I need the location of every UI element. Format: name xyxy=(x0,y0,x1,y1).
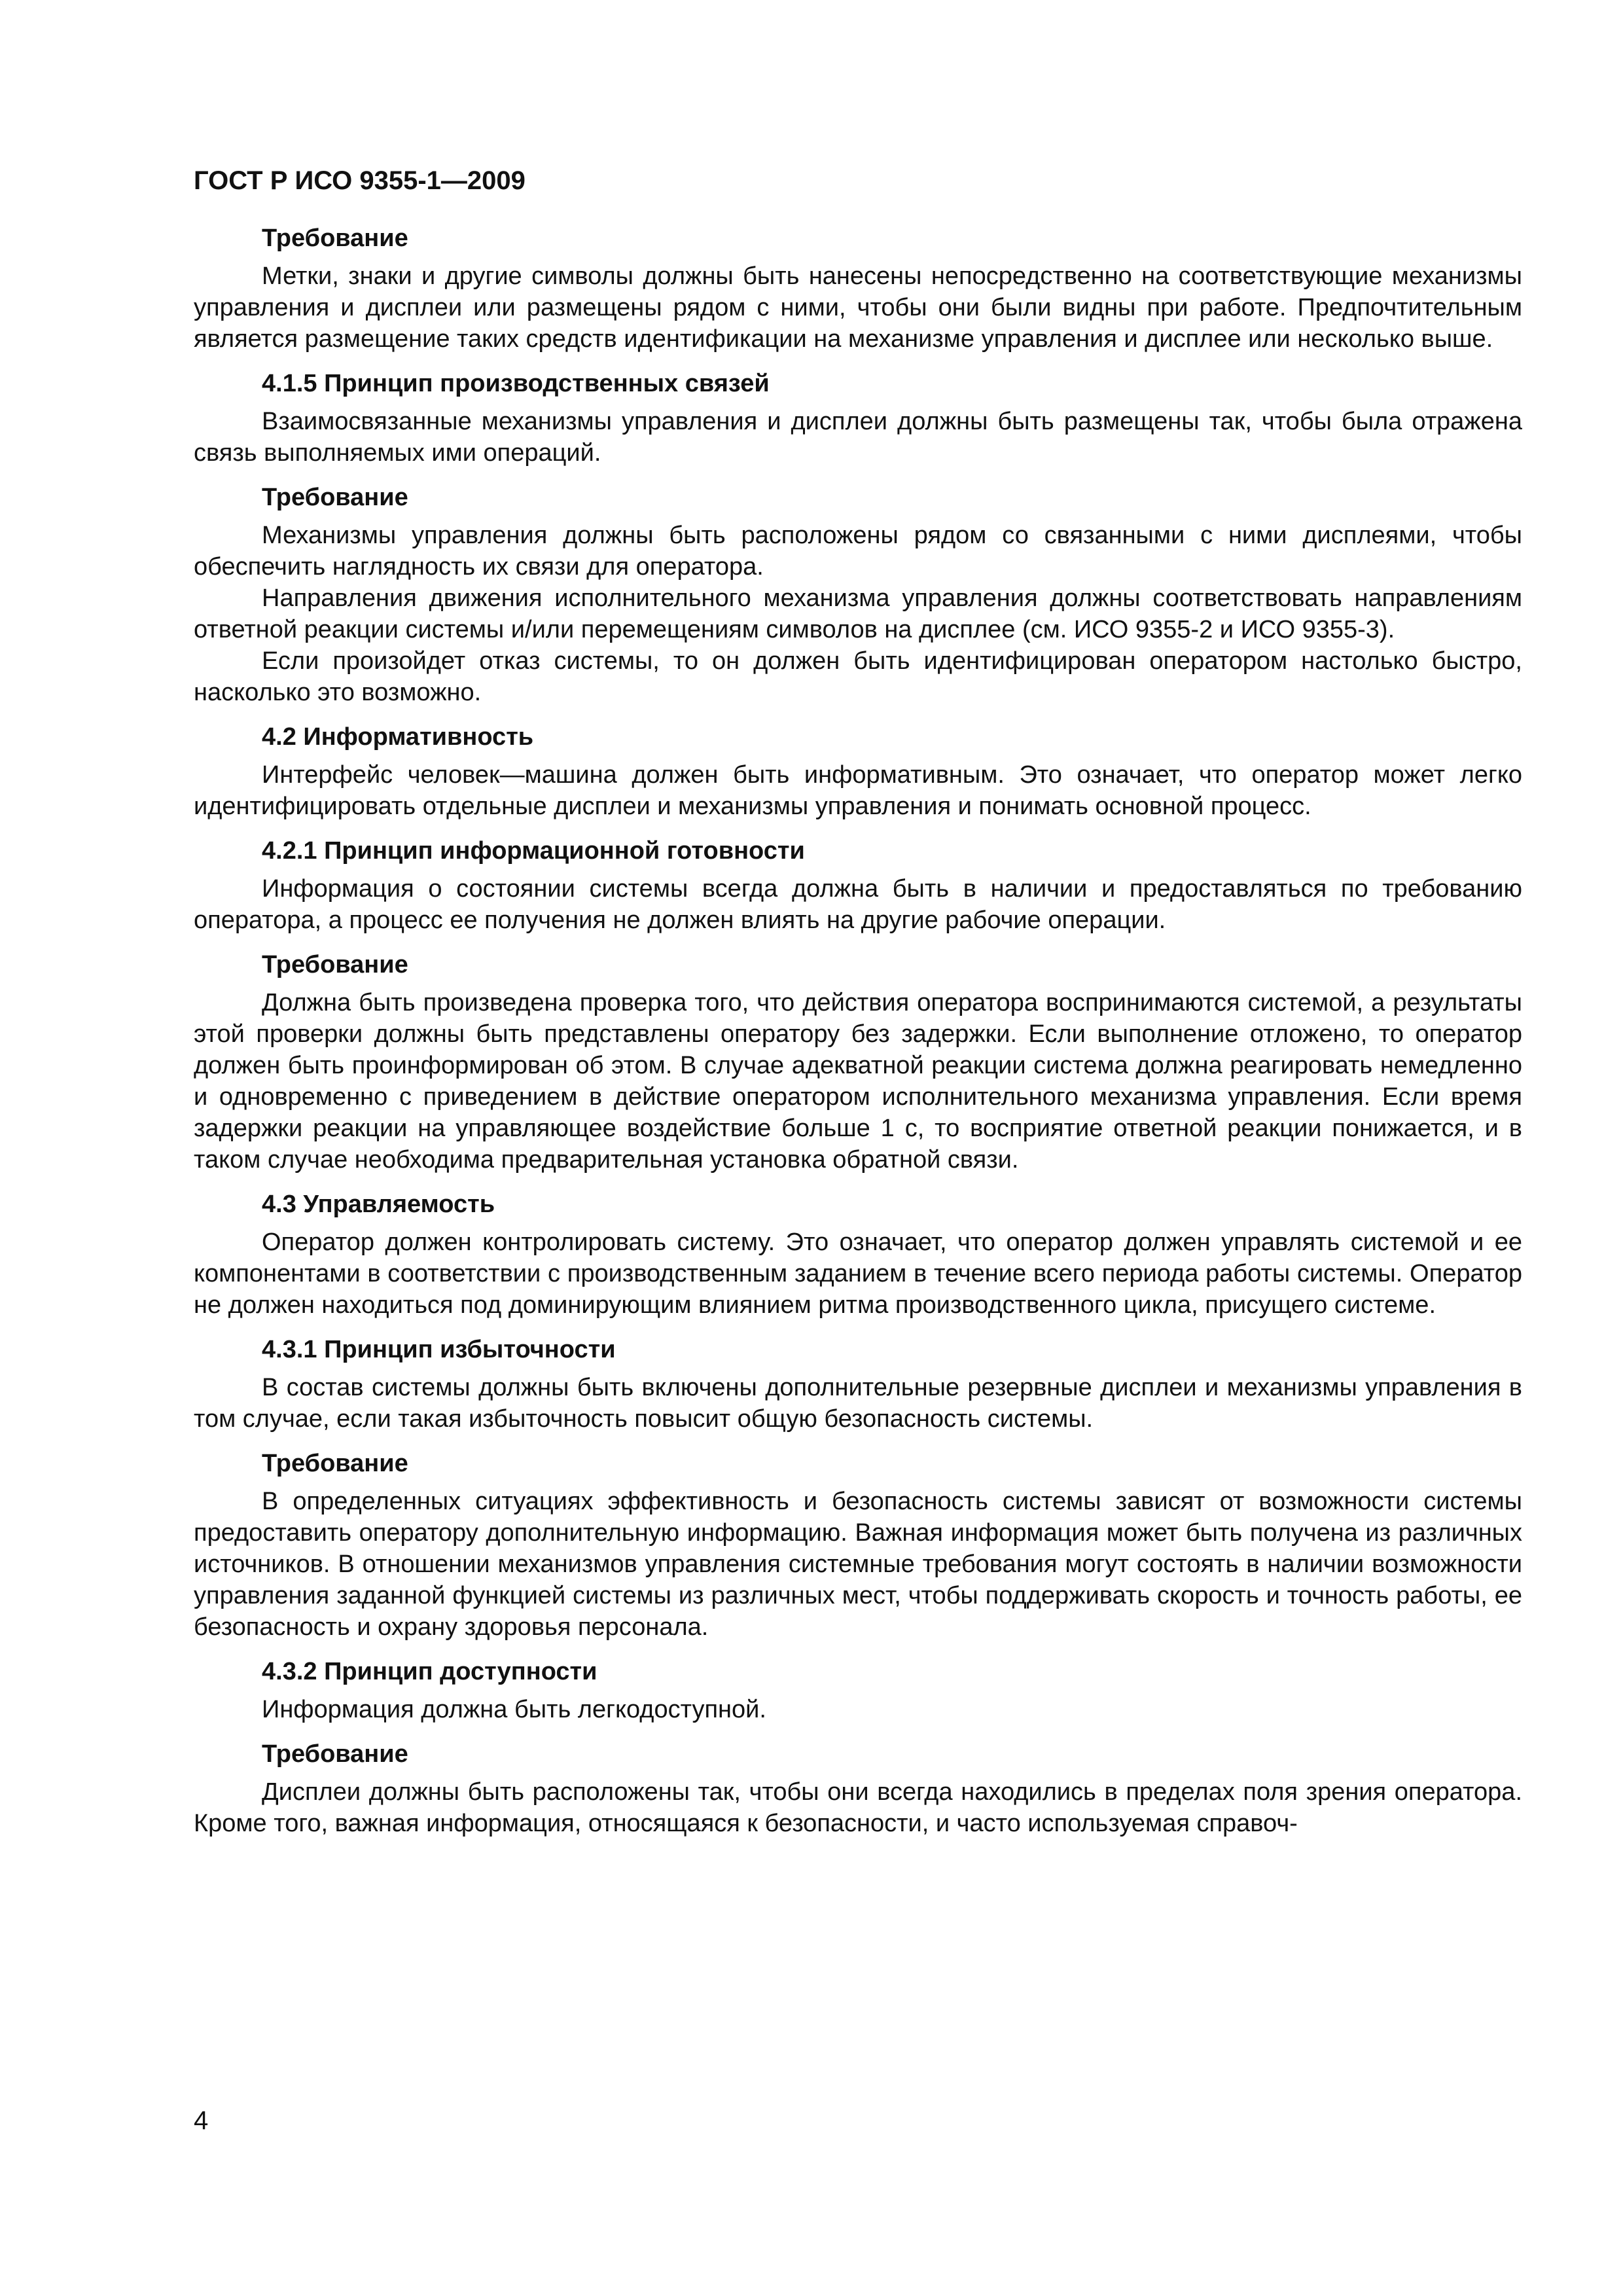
section-4-3-1 xyxy=(194,1334,1522,1435)
section-requirement-displays xyxy=(194,1738,1522,1839)
section-heading: 4.1.5 Принцип производственных связей xyxy=(262,370,770,397)
page-number: 4 xyxy=(194,2106,209,2135)
section-4-3 xyxy=(194,1189,1522,1321)
section-requirement-feedback xyxy=(194,949,1522,1175)
paragraph: Метки, знаки и другие символы должны быть нанесены непосредственно на соответствующие механизмы управления и дисплеи или размещены рядом с ними, чтобы они были видны при работе. Предпочтительным является размещение таких средств идентификации на механизме управления и дисплее или несколько выше. xyxy=(194,262,1522,353)
section-heading: Требование xyxy=(262,1450,408,1477)
paragraph: Информация о состоянии системы всегда должна быть в наличии и предоставляться по требованию оператора, а процесс ее получения не должен влиять на другие рабочие операции. xyxy=(194,875,1522,934)
section-4-2-1 xyxy=(194,835,1522,936)
document-header: ГОСТ Р ИСО 9355-1—2009 xyxy=(194,166,526,195)
paragraph: Должна быть произведена проверка того, что действия оператора воспринимаются системой, а результаты этой проверки должны быть представлены оператору без задержки. Если выполнение отложено, то оператор должен быть проинформирован об этом. В случае адекватной реакции система должна реагировать немедленно и одновременно с приведением в действие оператором исполнительного механизма управления. Если время задержки реакции на управляющее воздействие больше 1 с, то восприятие ответной реакции понижается, и в таком случае необходима предварительная установка обратной связи. xyxy=(194,989,1522,1174)
paragraph: Интерфейс человек—машина должен быть информативным. Это означает, что оператор может легко идентифицировать отдельные дисплеи и механизмы управления и понимать основной процесс. xyxy=(194,761,1522,820)
paragraph: Информация должна быть легкодоступной. xyxy=(262,1696,766,1723)
document-page xyxy=(194,164,1522,1839)
paragraph: Если произойдет отказ системы, то он должен быть идентифицирован оператором настолько быстро, насколько это возможно. xyxy=(194,647,1522,706)
section-heading: Требование xyxy=(262,1740,408,1768)
section-heading: 4.2.1 Принцип информационной готовности xyxy=(262,837,805,865)
section-heading: 4.3.1 Принцип избыточности xyxy=(262,1336,616,1363)
section-requirement-redundancy xyxy=(194,1448,1522,1643)
paragraph: Направления движения исполнительного механизма управления должны соответствовать направлениям ответной реакции системы и/или перемещениям символов на дисплее (см. ИСО 9355-2 и ИСО 9355-3). xyxy=(194,584,1522,643)
section-4-3-2 xyxy=(194,1656,1522,1725)
section-4-2 xyxy=(194,721,1522,822)
paragraph: В определенных ситуациях эффективность и безопасность системы зависят от возможности системы предоставить оператору дополнительную информацию. Важная информация может быть получена из различных источников. В отношении механизмов управления системные требования могут состоять в наличии возможности управления заданной функцией системы из различных мест, чтобы поддерживать скорость и точность работы, ее безопасность и охрану здоровья персонала. xyxy=(194,1488,1522,1641)
paragraph: Оператор должен контролировать систему. Это означает, что оператор должен управлять системой и ее компонентами в соответствии с производственным заданием в течение всего периода работы системы. Оператор не должен находиться под доминирующим влиянием ритма производственного цикла, присущего системе. xyxy=(194,1229,1522,1319)
paragraph: Взаимосвязанные механизмы управления и дисплеи должны быть размещены так, чтобы была отражена связь выполняемых ими операций. xyxy=(194,408,1522,467)
section-heading: 4.3 Управляемость xyxy=(262,1191,495,1218)
section-4-1-5 xyxy=(194,368,1522,469)
section-heading: Требование xyxy=(262,484,408,511)
section-heading: 4.3.2 Принцип доступности xyxy=(262,1658,597,1685)
paragraph: Механизмы управления должны быть расположены рядом со связанными с ними дисплеями, чтобы обеспечить наглядность их связи для оператора. xyxy=(194,522,1522,581)
section-heading: Требование xyxy=(262,951,408,978)
section-requirement-controls xyxy=(194,482,1522,708)
section-requirement-labels xyxy=(194,223,1522,355)
section-heading: Требование xyxy=(262,224,408,252)
section-heading: 4.2 Информативность xyxy=(262,723,534,751)
paragraph: В состав системы должны быть включены дополнительные резервные дисплеи и механизмы управления в том случае, если такая избыточность повысит общую безопасность системы. xyxy=(194,1374,1522,1433)
paragraph: Дисплеи должны быть расположены так, чтобы они всегда находились в пределах поля зрения оператора. Кроме того, важная информация, относящаяся к безопасности, и часто используемая справоч- xyxy=(194,1778,1522,1837)
